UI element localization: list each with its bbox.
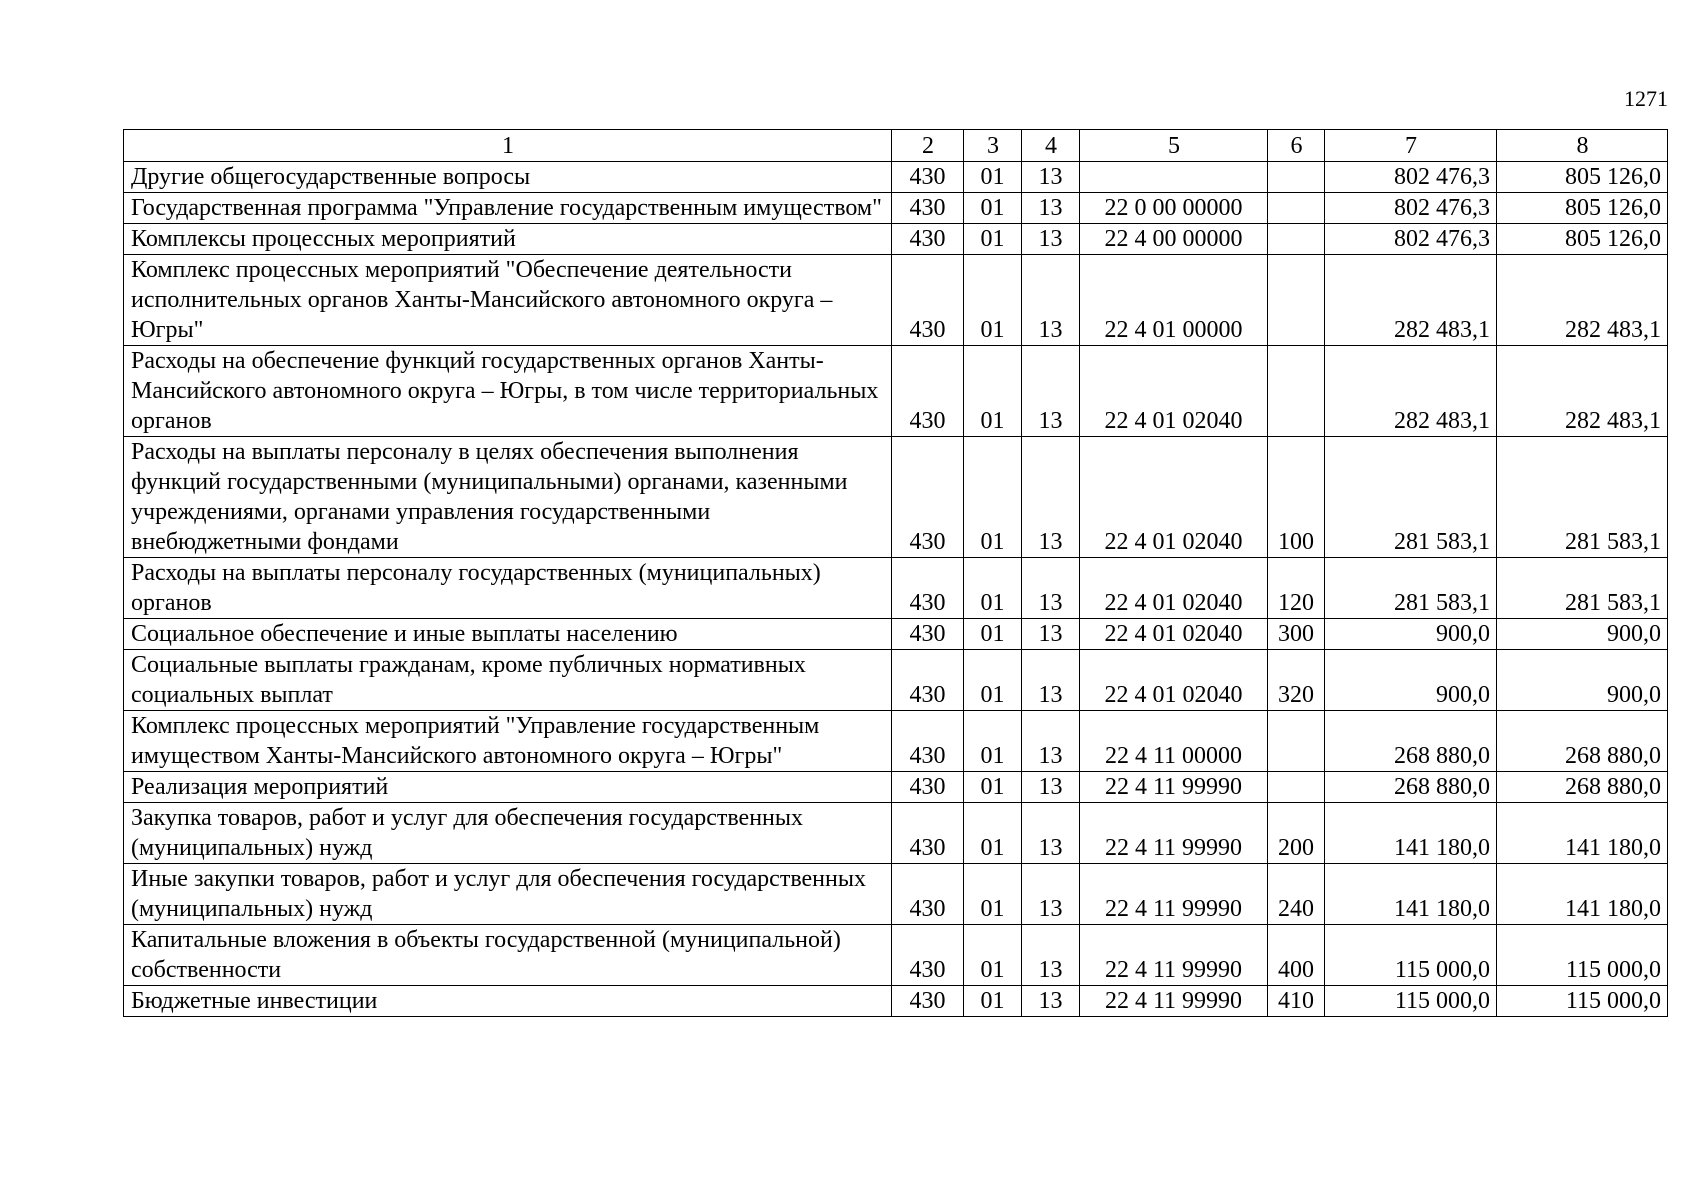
header-cell: 4 bbox=[1022, 130, 1080, 162]
row-amount-8: 281 583,1 bbox=[1497, 558, 1668, 619]
row-code-3: 01 bbox=[964, 255, 1022, 346]
row-description: Расходы на обеспечение функций государственных органов Ханты-Мансийского автономного округа – Югры, в том числе территориальных органов bbox=[124, 346, 892, 437]
row-code-3: 01 bbox=[964, 650, 1022, 711]
row-amount-8: 141 180,0 bbox=[1497, 864, 1668, 925]
budget-table bbox=[123, 129, 1668, 1017]
row-code-2: 430 bbox=[892, 711, 964, 772]
row-expense-type bbox=[1268, 346, 1325, 437]
row-code-4: 13 bbox=[1022, 711, 1080, 772]
table-row bbox=[124, 224, 1668, 255]
row-amount-7: 281 583,1 bbox=[1325, 558, 1497, 619]
row-amount-7: 141 180,0 bbox=[1325, 864, 1497, 925]
table-row bbox=[124, 558, 1668, 619]
row-amount-8: 282 483,1 bbox=[1497, 255, 1668, 346]
row-amount-7: 900,0 bbox=[1325, 619, 1497, 650]
row-target-article: 22 4 01 00000 bbox=[1080, 255, 1268, 346]
row-code-2: 430 bbox=[892, 803, 964, 864]
row-expense-type bbox=[1268, 162, 1325, 193]
row-code-4: 13 bbox=[1022, 925, 1080, 986]
row-target-article: 22 4 11 99990 bbox=[1080, 803, 1268, 864]
row-description: Расходы на выплаты персоналу в целях обеспечения выполнения функций государственными (муниципальными) органами, казенными учреждениями, органами управления государственными внебюджетными фондами bbox=[124, 437, 892, 558]
row-description: Закупка товаров, работ и услуг для обеспечения государственных (муниципальных) нужд bbox=[124, 803, 892, 864]
header-cell: 5 bbox=[1080, 130, 1268, 162]
row-target-article: 22 4 01 02040 bbox=[1080, 650, 1268, 711]
header-cell: 7 bbox=[1325, 130, 1497, 162]
row-amount-8: 805 126,0 bbox=[1497, 224, 1668, 255]
row-target-article: 22 4 11 99990 bbox=[1080, 864, 1268, 925]
row-code-3: 01 bbox=[964, 619, 1022, 650]
row-target-article: 22 4 11 99990 bbox=[1080, 772, 1268, 803]
table-row bbox=[124, 193, 1668, 224]
row-code-3: 01 bbox=[964, 711, 1022, 772]
row-amount-8: 805 126,0 bbox=[1497, 193, 1668, 224]
row-description: Бюджетные инвестиции bbox=[124, 986, 892, 1017]
row-amount-7: 282 483,1 bbox=[1325, 346, 1497, 437]
row-code-2: 430 bbox=[892, 650, 964, 711]
row-code-4: 13 bbox=[1022, 346, 1080, 437]
row-target-article: 22 4 01 02040 bbox=[1080, 437, 1268, 558]
row-expense-type bbox=[1268, 255, 1325, 346]
row-expense-type: 100 bbox=[1268, 437, 1325, 558]
row-code-2: 430 bbox=[892, 346, 964, 437]
header-cell: 3 bbox=[964, 130, 1022, 162]
row-code-2: 430 bbox=[892, 162, 964, 193]
row-code-2: 430 bbox=[892, 619, 964, 650]
row-code-2: 430 bbox=[892, 772, 964, 803]
row-amount-7: 802 476,3 bbox=[1325, 224, 1497, 255]
row-code-3: 01 bbox=[964, 986, 1022, 1017]
table-row bbox=[124, 162, 1668, 193]
row-code-4: 13 bbox=[1022, 224, 1080, 255]
header-cell: 6 bbox=[1268, 130, 1325, 162]
row-description: Комплекс процессных мероприятий "Обеспечение деятельности исполнительных органов Ханты-Мансийского автономного округа – Югры" bbox=[124, 255, 892, 346]
table-row bbox=[124, 925, 1668, 986]
row-code-2: 430 bbox=[892, 986, 964, 1017]
header-row bbox=[124, 130, 1668, 162]
row-expense-type: 410 bbox=[1268, 986, 1325, 1017]
row-code-4: 13 bbox=[1022, 864, 1080, 925]
row-amount-7: 141 180,0 bbox=[1325, 803, 1497, 864]
row-amount-7: 268 880,0 bbox=[1325, 772, 1497, 803]
row-code-3: 01 bbox=[964, 346, 1022, 437]
table-row bbox=[124, 803, 1668, 864]
row-target-article: 22 4 00 00000 bbox=[1080, 224, 1268, 255]
row-code-3: 01 bbox=[964, 772, 1022, 803]
row-amount-8: 281 583,1 bbox=[1497, 437, 1668, 558]
row-expense-type: 300 bbox=[1268, 619, 1325, 650]
row-target-article bbox=[1080, 162, 1268, 193]
row-code-4: 13 bbox=[1022, 558, 1080, 619]
row-target-article: 22 0 00 00000 bbox=[1080, 193, 1268, 224]
row-amount-8: 900,0 bbox=[1497, 619, 1668, 650]
table-row bbox=[124, 255, 1668, 346]
row-amount-7: 282 483,1 bbox=[1325, 255, 1497, 346]
row-expense-type bbox=[1268, 224, 1325, 255]
table-row bbox=[124, 864, 1668, 925]
page-number: 1271 bbox=[1624, 86, 1668, 111]
header-cell: 8 bbox=[1497, 130, 1668, 162]
row-code-4: 13 bbox=[1022, 772, 1080, 803]
row-code-4: 13 bbox=[1022, 650, 1080, 711]
row-description: Комплекс процессных мероприятий "Управление государственным имуществом Ханты-Мансийского автономного округа – Югры" bbox=[124, 711, 892, 772]
row-code-2: 430 bbox=[892, 224, 964, 255]
row-amount-8: 282 483,1 bbox=[1497, 346, 1668, 437]
row-code-2: 430 bbox=[892, 255, 964, 346]
row-code-4: 13 bbox=[1022, 255, 1080, 346]
row-description: Другие общегосударственные вопросы bbox=[124, 162, 892, 193]
row-amount-8: 141 180,0 bbox=[1497, 803, 1668, 864]
row-code-4: 13 bbox=[1022, 986, 1080, 1017]
row-expense-type: 240 bbox=[1268, 864, 1325, 925]
row-amount-7: 900,0 bbox=[1325, 650, 1497, 711]
row-expense-type: 120 bbox=[1268, 558, 1325, 619]
row-amount-8: 115 000,0 bbox=[1497, 925, 1668, 986]
row-description: Комплексы процессных мероприятий bbox=[124, 224, 892, 255]
row-target-article: 22 4 01 02040 bbox=[1080, 346, 1268, 437]
row-code-3: 01 bbox=[964, 803, 1022, 864]
row-amount-8: 805 126,0 bbox=[1497, 162, 1668, 193]
table-row bbox=[124, 619, 1668, 650]
row-code-2: 430 bbox=[892, 925, 964, 986]
row-code-4: 13 bbox=[1022, 193, 1080, 224]
row-code-3: 01 bbox=[964, 193, 1022, 224]
table-row bbox=[124, 437, 1668, 558]
table-row bbox=[124, 772, 1668, 803]
row-code-3: 01 bbox=[964, 864, 1022, 925]
row-amount-7: 268 880,0 bbox=[1325, 711, 1497, 772]
row-target-article: 22 4 01 02040 bbox=[1080, 558, 1268, 619]
row-amount-8: 900,0 bbox=[1497, 650, 1668, 711]
row-code-2: 430 bbox=[892, 558, 964, 619]
row-code-2: 430 bbox=[892, 193, 964, 224]
row-code-3: 01 bbox=[964, 925, 1022, 986]
row-amount-8: 268 880,0 bbox=[1497, 711, 1668, 772]
row-code-3: 01 bbox=[964, 437, 1022, 558]
row-description: Реализация мероприятий bbox=[124, 772, 892, 803]
header-cell: 2 bbox=[892, 130, 964, 162]
row-expense-type bbox=[1268, 193, 1325, 224]
row-amount-7: 115 000,0 bbox=[1325, 986, 1497, 1017]
table-row bbox=[124, 986, 1668, 1017]
row-code-4: 13 bbox=[1022, 162, 1080, 193]
row-description: Иные закупки товаров, работ и услуг для обеспечения государственных (муниципальных) нужд bbox=[124, 864, 892, 925]
row-description: Социальные выплаты гражданам, кроме публичных нормативных социальных выплат bbox=[124, 650, 892, 711]
row-code-2: 430 bbox=[892, 864, 964, 925]
row-target-article: 22 4 11 99990 bbox=[1080, 925, 1268, 986]
row-code-2: 430 bbox=[892, 437, 964, 558]
row-expense-type: 200 bbox=[1268, 803, 1325, 864]
row-amount-7: 115 000,0 bbox=[1325, 925, 1497, 986]
row-description: Капитальные вложения в объекты государственной (муниципальной) собственности bbox=[124, 925, 892, 986]
row-amount-7: 281 583,1 bbox=[1325, 437, 1497, 558]
header-cell: 1 bbox=[124, 130, 892, 162]
table-row bbox=[124, 711, 1668, 772]
row-code-4: 13 bbox=[1022, 437, 1080, 558]
table-row bbox=[124, 650, 1668, 711]
row-description: Расходы на выплаты персоналу государственных (муниципальных) органов bbox=[124, 558, 892, 619]
row-target-article: 22 4 11 00000 bbox=[1080, 711, 1268, 772]
row-amount-8: 115 000,0 bbox=[1497, 986, 1668, 1017]
row-code-3: 01 bbox=[964, 558, 1022, 619]
row-expense-type: 400 bbox=[1268, 925, 1325, 986]
row-code-3: 01 bbox=[964, 162, 1022, 193]
row-amount-8: 268 880,0 bbox=[1497, 772, 1668, 803]
row-amount-7: 802 476,3 bbox=[1325, 193, 1497, 224]
row-target-article: 22 4 01 02040 bbox=[1080, 619, 1268, 650]
row-description: Государственная программа "Управление государственным имуществом" bbox=[124, 193, 892, 224]
row-amount-7: 802 476,3 bbox=[1325, 162, 1497, 193]
row-code-4: 13 bbox=[1022, 619, 1080, 650]
row-expense-type bbox=[1268, 772, 1325, 803]
row-code-4: 13 bbox=[1022, 803, 1080, 864]
row-description: Социальное обеспечение и иные выплаты населению bbox=[124, 619, 892, 650]
row-expense-type bbox=[1268, 711, 1325, 772]
row-expense-type: 320 bbox=[1268, 650, 1325, 711]
table-row bbox=[124, 346, 1668, 437]
table-body bbox=[124, 162, 1668, 1017]
row-code-3: 01 bbox=[964, 224, 1022, 255]
row-target-article: 22 4 11 99990 bbox=[1080, 986, 1268, 1017]
